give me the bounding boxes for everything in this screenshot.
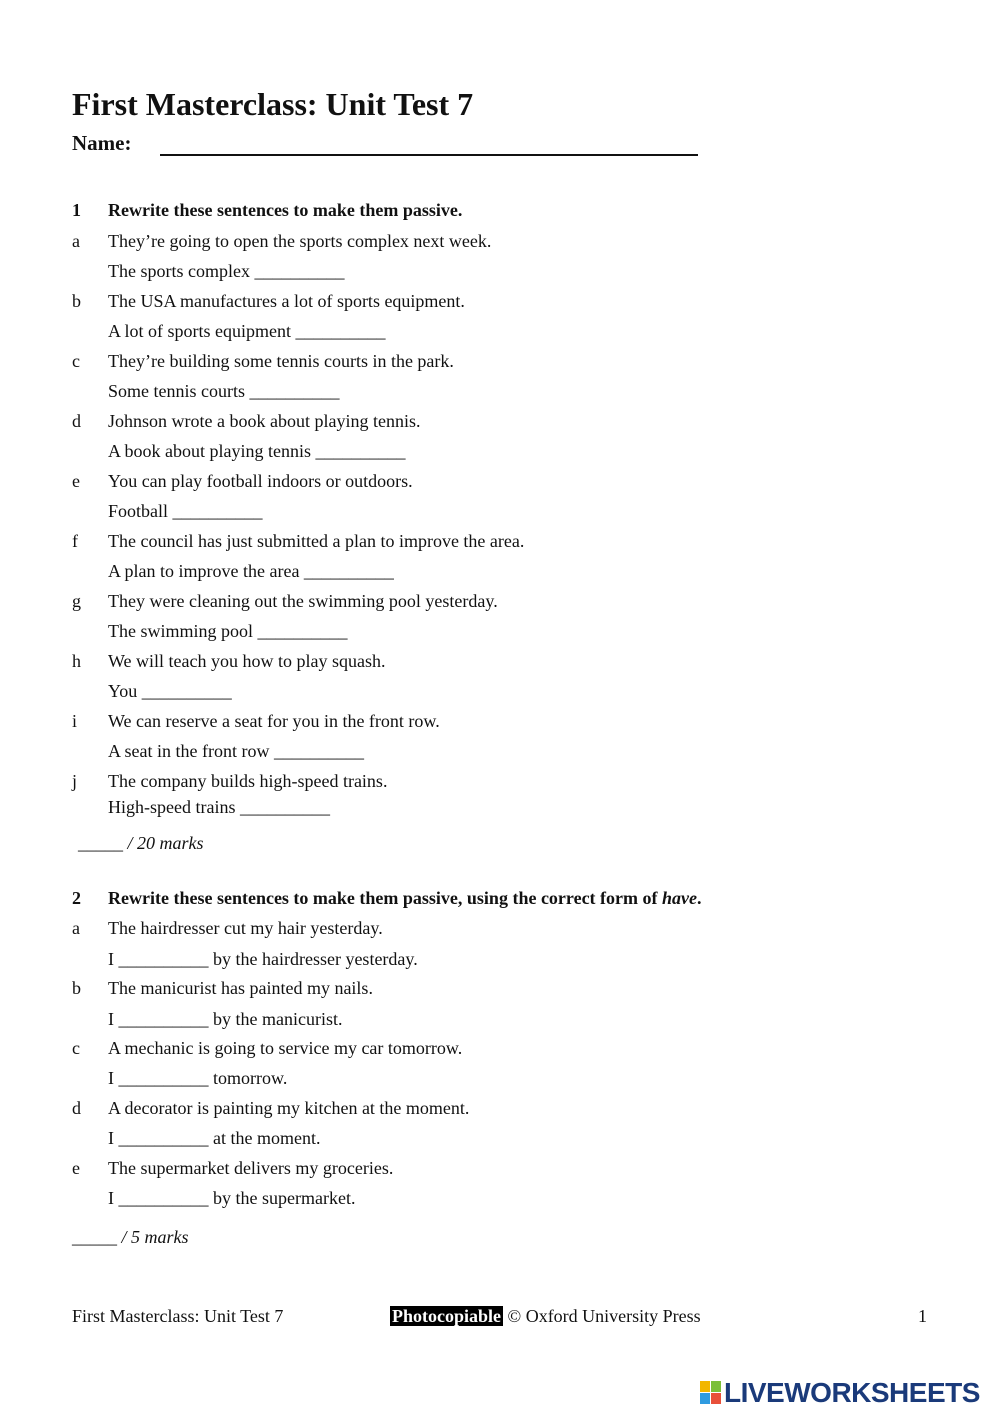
item-sentence: We will teach you how to play squash. xyxy=(108,651,386,671)
item-sentence: We can reserve a seat for you in the front row. xyxy=(108,711,440,731)
photocopiable-badge: Photocopiable xyxy=(392,1306,502,1326)
section-2-instruction-main: Rewrite these sentences to make them passive, using the correct form of xyxy=(108,888,663,908)
page-title: First Masterclass: Unit Test 7 xyxy=(72,86,474,122)
item-letter: i xyxy=(72,711,78,731)
answer-line[interactable]: A seat in the front row __________ xyxy=(108,741,364,761)
item-letter: h xyxy=(72,651,81,671)
item-letter: b xyxy=(72,978,81,998)
section-2-instruction-end: . xyxy=(697,888,702,908)
section-2-instruction-emphasis: have xyxy=(662,888,698,908)
answer-line[interactable]: A plan to improve the area __________ xyxy=(108,561,394,581)
item-letter: e xyxy=(72,471,80,491)
liveworksheets-text: LIVEWORKSHEETS xyxy=(724,1377,980,1408)
answer-line[interactable]: I __________ at the moment. xyxy=(108,1128,321,1148)
answer-line[interactable]: Football __________ xyxy=(108,501,263,521)
item-sentence: The USA manufactures a lot of sports equipment. xyxy=(108,291,465,311)
liveworksheets-icon xyxy=(700,1381,722,1405)
item-letter: f xyxy=(72,531,78,551)
item-sentence: The hairdresser cut my hair yesterday. xyxy=(108,918,383,938)
answer-line[interactable]: I __________ tomorrow. xyxy=(108,1068,288,1088)
item-sentence: The council has just submitted a plan to improve the area. xyxy=(108,531,525,551)
item-letter: d xyxy=(72,411,81,431)
section-1-number: 1 xyxy=(72,200,81,220)
item-letter: a xyxy=(72,918,80,938)
item-sentence: Johnson wrote a book about playing tennis. xyxy=(108,411,421,431)
item-sentence: The company builds high-speed trains. xyxy=(108,771,388,791)
answer-line[interactable]: Some tennis courts __________ xyxy=(108,381,340,401)
answer-line[interactable]: The swimming pool __________ xyxy=(108,621,348,641)
item-letter: a xyxy=(72,231,80,251)
item-sentence: You can play football indoors or outdoors. xyxy=(108,471,413,491)
item-sentence: They’re going to open the sports complex next week. xyxy=(108,231,492,251)
item-sentence: They’re building some tennis courts in the park. xyxy=(108,351,454,371)
section-2-marks: _____ / 5 marks xyxy=(72,1227,189,1247)
answer-line[interactable]: I __________ by the hairdresser yesterday. xyxy=(108,949,418,969)
liveworksheets-logo[interactable] xyxy=(700,1376,980,1410)
item-letter: e xyxy=(72,1158,80,1178)
item-sentence: The supermarket delivers my groceries. xyxy=(108,1158,394,1178)
page-number: 1 xyxy=(918,1306,927,1326)
item-sentence: The manicurist has painted my nails. xyxy=(108,978,373,998)
item-letter: c xyxy=(72,1038,80,1058)
item-letter: g xyxy=(72,591,81,611)
answer-line[interactable]: You __________ xyxy=(108,681,232,701)
name-field[interactable] xyxy=(160,154,698,156)
answer-line[interactable]: I __________ by the supermarket. xyxy=(108,1188,356,1208)
answer-line[interactable]: A book about playing tennis __________ xyxy=(108,441,406,461)
answer-line[interactable]: The sports complex __________ xyxy=(108,261,345,281)
publisher-text: © Oxford University Press xyxy=(503,1306,701,1326)
footer-copyright xyxy=(390,1305,701,1327)
footer-title: First Masterclass: Unit Test 7 xyxy=(72,1306,284,1326)
item-sentence: They were cleaning out the swimming pool yesterday. xyxy=(108,591,498,611)
item-letter: b xyxy=(72,291,81,311)
item-letter: d xyxy=(72,1098,81,1118)
item-sentence: A mechanic is going to service my car tomorrow. xyxy=(108,1038,463,1058)
answer-line[interactable]: I __________ by the manicurist. xyxy=(108,1009,343,1029)
item-letter: c xyxy=(72,351,80,371)
answer-line[interactable]: A lot of sports equipment __________ xyxy=(108,321,386,341)
section-1-marks: _____ / 20 marks xyxy=(78,833,204,853)
item-sentence: A decorator is painting my kitchen at the moment. xyxy=(108,1098,470,1118)
section-2-instruction xyxy=(108,887,702,909)
item-letter: j xyxy=(72,771,78,791)
section-1-instruction: Rewrite these sentences to make them passive. xyxy=(108,200,463,220)
name-label: Name: xyxy=(72,131,132,155)
answer-line[interactable]: High-speed trains __________ xyxy=(108,797,330,817)
section-2-number: 2 xyxy=(72,888,81,908)
